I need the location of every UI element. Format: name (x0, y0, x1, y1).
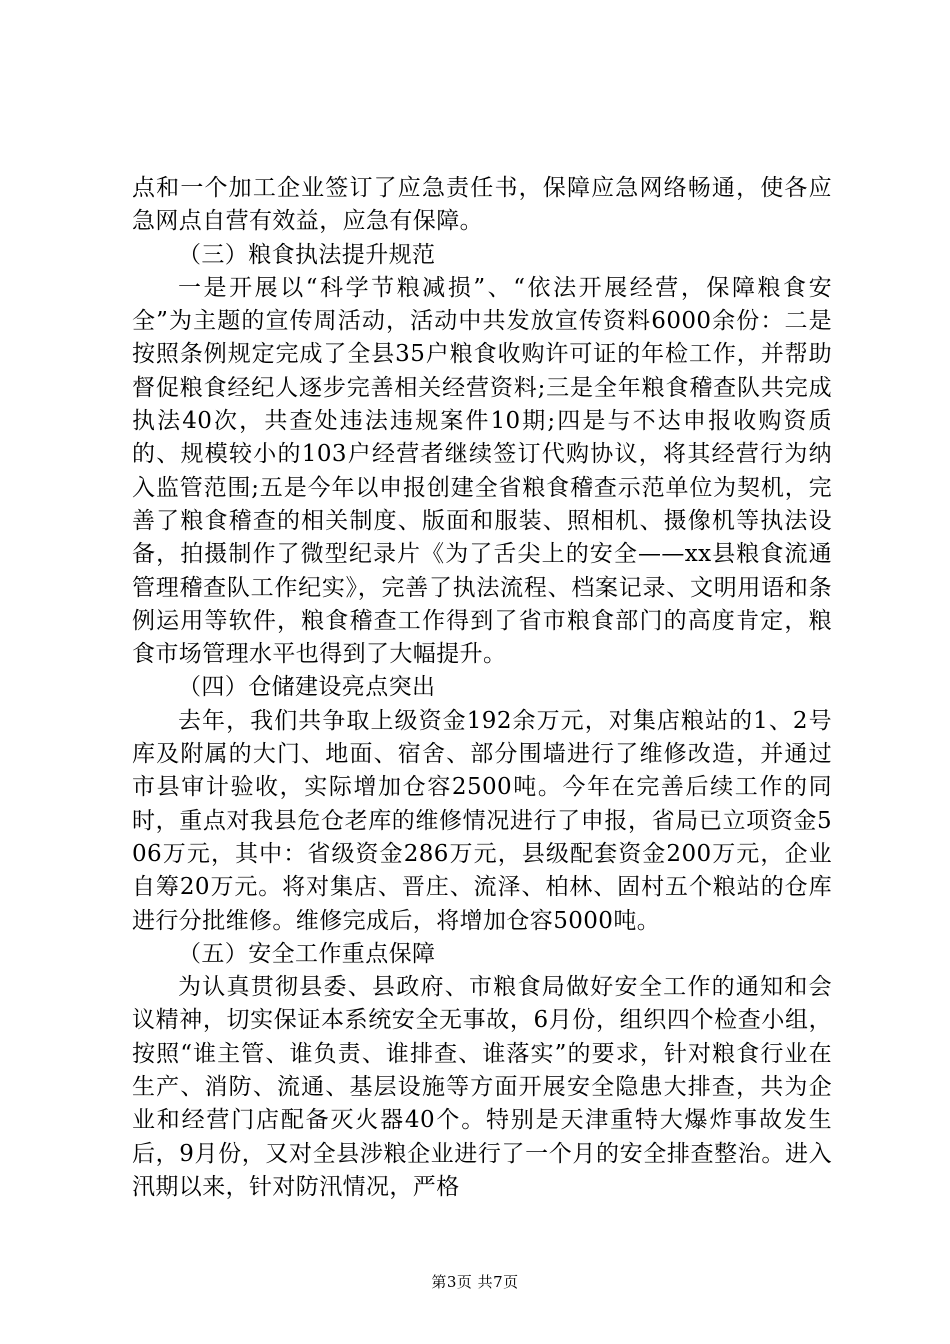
document-body (132, 172, 832, 1204)
section-heading-3: （三）粮食执法提升规范 (178, 241, 436, 268)
paragraph-storage-construction: 去年，我们共争取上级资金192余万元，对集店粮站的1、2号库及附属的大门、地面、宿舍、部分围墙进行了维修改造，并通过市县审计验收，实际增加仓容2500吨。今年在完善后续工作的同时，重点对我县危仓老库的维修情况进行了申报，省局已立项资金506万元，其中：省级资金286万元，县级配套资金200万元，企业自筹20万元。将对集店、晋庄、流泽、柏林、固村五个粮站的仓库进行分批维修。维修完成后，将增加仓容5000吨。 (132, 707, 832, 934)
paragraph-continuation: 点和一个加工企业签订了应急责任书，保障应急网络畅通，使各应急网点自营有效益，应急有保障。 (132, 175, 832, 235)
section-heading-4: （四）仓储建设亮点突出 (178, 674, 436, 701)
paragraph-safety-work: 为认真贯彻县委、县政府、市粮食局做好安全工作的通知和会议精神，切实保证本系统安全无事故，6月份，组织四个检查小组，按照“谁主管、谁负责、谁排查、谁落实”的要求，针对粮食行业在生产、消防、流通、基层设施等方面开展安全隐患大排查，共为企业和经营门店配备灭火器40个。特别是天津重特大爆炸事故发生后，9月份，又对全县涉粮企业进行了一个月的安全排查整治。进入汛期以来，针对防汛情况，严格 (132, 974, 832, 1200)
page-footer (0, 1272, 950, 1292)
paragraph-law-enforcement: 一是开展以“科学节粮减损”、“依法开展经营，保障粮食安全”为主题的宣传周活动，活动中共发放宣传资料6000余份：二是按照条例规定完成了全县35户粮食收购许可证的年检工作，并帮助督促粮食经纪人逐步完善相关经营资料;三是全年粮食稽查队共完成执法40次，共查处违法违规案件10期;四是与不达申报收购资质的、规模较小的103户经营者继续签订代购协议，将其经营行为纳入监管范围;五是今年以申报创建全省粮食稽查示范单位为契机，完善了粮食稽查的相关制度、版面和服装、照相机、摄像机等执法设备，拍摄制作了微型纪录片《为了舌尖上的安全——xx县粮食流通管理稽查队工作纪实》，完善了执法流程、档案记录、文明用语和条例运用等软件，粮食稽查工作得到了省市粮食部门的高度肯定，粮食市场管理水平也得到了大幅提升。 (132, 274, 832, 668)
section-heading-5: （五）安全工作重点保障 (178, 940, 436, 967)
page-number-label: 第3页 共7页 (431, 1273, 519, 1291)
